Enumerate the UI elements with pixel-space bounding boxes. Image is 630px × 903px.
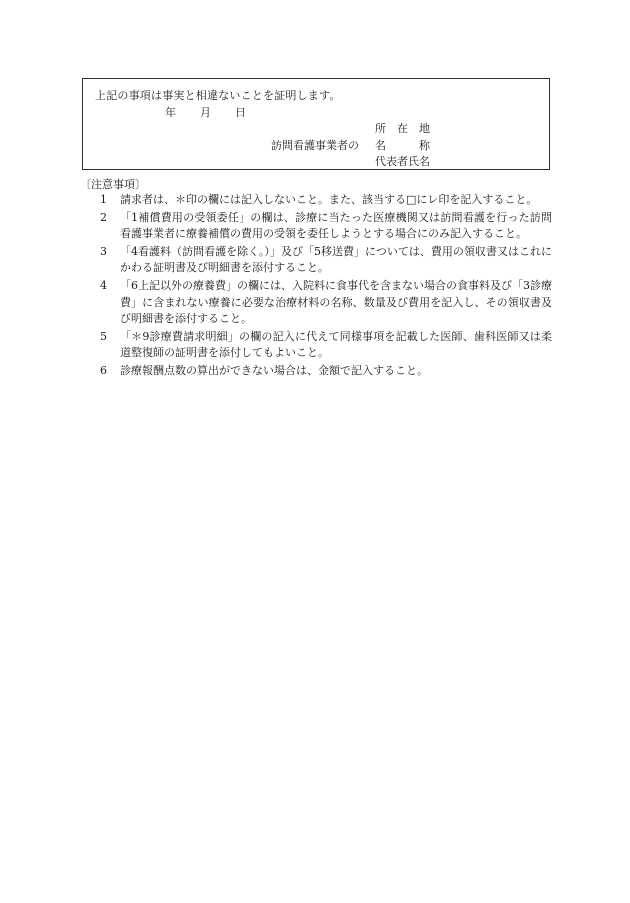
note-item-3 [100,244,552,277]
note-text: 請求者は、＊印の欄には記入しないこと。また、該当する□にレ印を記入すること。 [120,193,538,206]
note-number: 5 [100,329,107,343]
note-item-2 [100,210,552,243]
note-number: 4 [100,278,107,292]
note-number: 2 [100,210,107,224]
note-text: 「＊9診療費請求明細」の欄の記入に代えて同様事項を記載した医師、歯科医師又は柔道整復師の証明書を添付してもよいこと。 [120,329,552,360]
note-text: 診療報酬点数の算出ができない場合は、金額で記入すること。 [120,363,428,377]
note-number: 3 [100,244,107,258]
note-text: 「4看護料（訪問看護を除く。）」及び「5移送費」については、費用の領収書又はこれにかわる証明書及び明細書を添付すること。 [120,244,552,275]
date-year-label: 年 [165,106,176,119]
date-month-label: 月 [200,106,211,119]
note-item-6 [100,363,552,380]
certification-date [165,104,246,120]
note-item-1 [100,192,552,209]
note-item-4 [100,278,552,328]
note-text: 「1補償費用の受領委任」の欄は、診療に当たった医療機関又は訪問看護を行った訪問看護事業者に療養補償の費用の受領を委任しようとする場合にのみ記入すること。 [120,210,552,241]
certification-box [82,78,550,170]
certification-statement: 上記の事項は事実と相違ないことを証明します。 [95,89,341,102]
note-number: 1 [100,193,107,206]
note-item-5 [100,329,552,362]
location-field-label: 所 在 地 [375,122,430,135]
note-number: 6 [100,363,107,377]
notes-list [100,192,552,381]
note-text: 「6上記以外の療養費」の欄には、入院料に食事代を含まない場合の食事料及び「3診療費」に含まれない療養に必要な治療材料の名称、数量及び費用を記入し、その領収書及び明細書を添付すること。 [120,278,552,326]
representative-field-label: 代表者氏名 [375,155,430,168]
facility-label: 訪問看護事業者の [271,139,359,152]
name-field-label: 名 称 [375,139,430,152]
notes-heading: 〔注意事項〕 [80,178,146,191]
date-day-label: 日 [235,106,246,119]
